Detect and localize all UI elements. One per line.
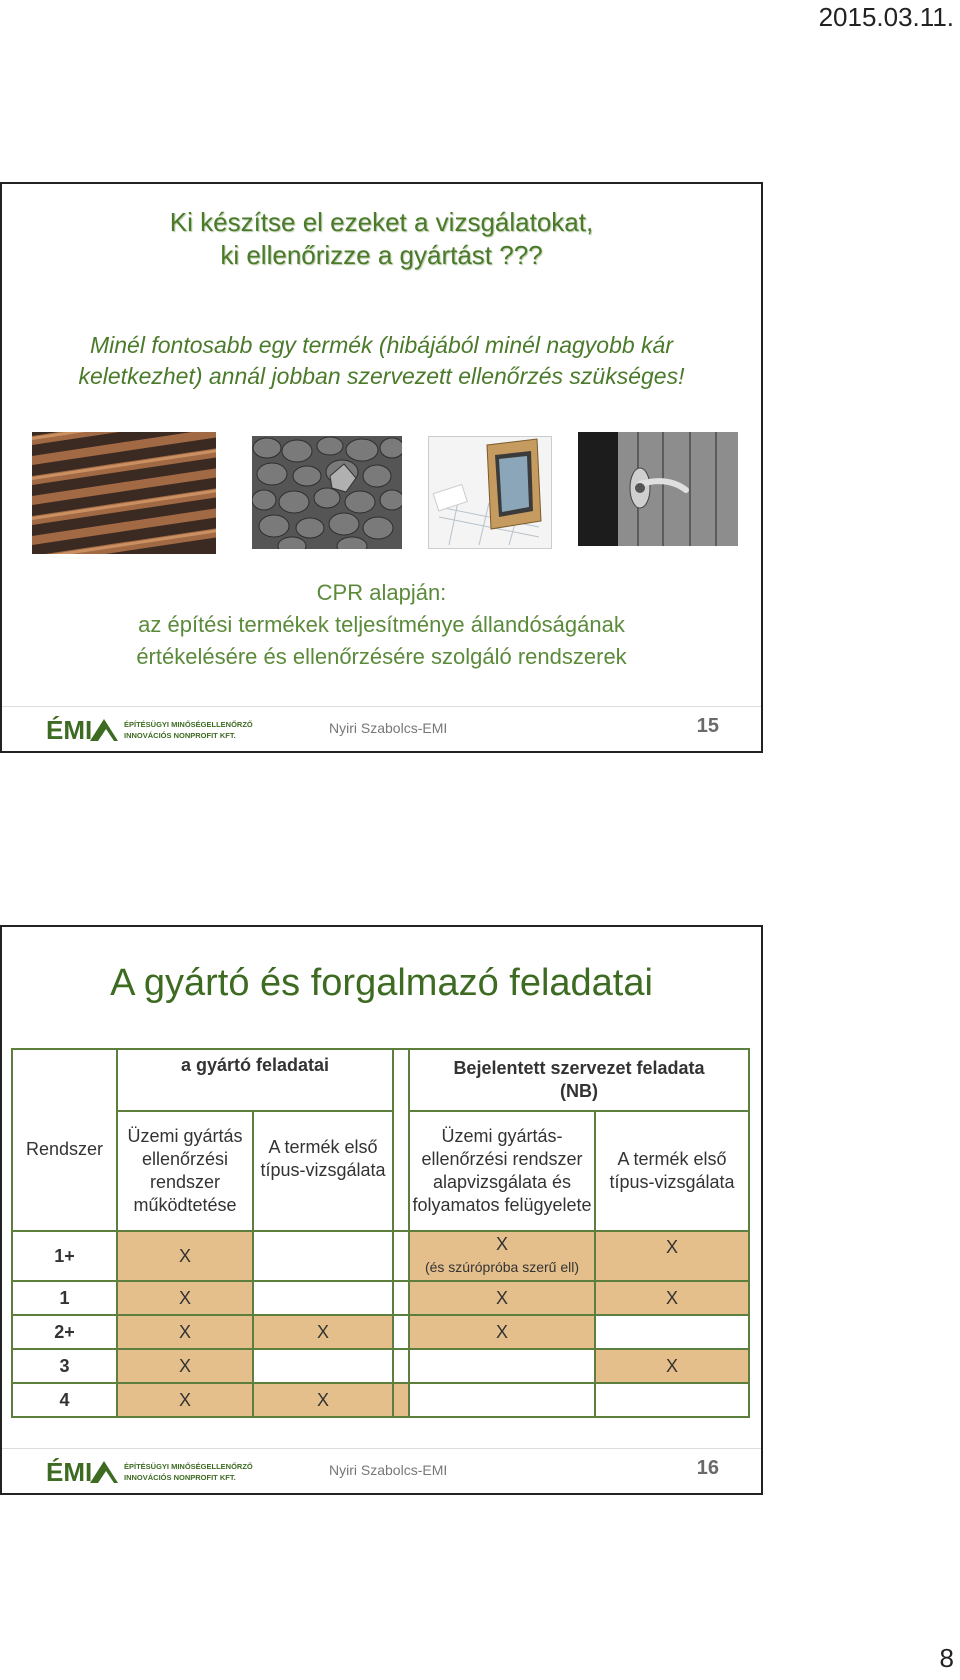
cell-c4: X [595,1231,749,1281]
cell-c3 [409,1383,595,1417]
cell-c1: X [117,1281,253,1315]
table-row [12,1231,749,1281]
title-line: Ki készítse el ezeket a vizsgálatokat, [169,207,594,237]
cell-c1: X [117,1231,253,1281]
rebar-photo [32,432,216,554]
system-level: 3 [12,1349,117,1383]
svg-text:ÉPÍTÉSÜGYI MINŐSÉGELLENŐRZŐ: ÉPÍTÉSÜGYI MINŐSÉGELLENŐRZŐ [124,720,253,729]
page-number: 8 [939,1643,954,1673]
col-type-test: A termék első típus-vizsgálata [253,1111,393,1231]
intro-text [2,330,761,392]
slide-number: 15 [696,715,719,737]
spacer-cell [393,1349,409,1383]
intro-line: Minél fontosabb egy termék (hibájából minél nagyobb kár [90,332,673,358]
cell-c4: X [595,1349,749,1383]
cell-c2 [253,1231,393,1281]
emi-logo [46,1453,256,1487]
product-photos [32,432,742,557]
cell-c2 [253,1281,393,1315]
system-level: 4 [12,1383,117,1417]
door-handle-photo [578,432,738,546]
table-row [12,1315,749,1349]
svg-text:INNOVÁCIÓS NONPROFIT KFT.: INNOVÁCIÓS NONPROFIT KFT. [124,731,236,740]
cell-c1: X [117,1383,253,1417]
slide-footer [2,1448,761,1493]
spacer-cell [393,1281,409,1315]
table-subheader-row [12,1111,749,1231]
emi-logo [46,711,256,745]
rendszer-header: Rendszer [12,1049,117,1231]
slide-16 [0,925,763,1495]
tasks-table [11,1048,750,1418]
spacer-cell [393,1383,409,1417]
cell-c4 [595,1383,749,1417]
slide-number: 16 [696,1457,719,1479]
svg-text:ÉMI: ÉMI [46,715,93,745]
cell-c3 [409,1349,595,1383]
col-factory-control: Üzemi gyártás ellenőrzési rendszer működtetése [117,1111,253,1231]
cpr-line: értékelésére és ellenőrzésére szolgáló rendszerek [136,644,627,669]
spacer-cell [393,1049,409,1231]
svg-text:INNOVÁCIÓS NONPROFIT KFT.: INNOVÁCIÓS NONPROFIT KFT. [124,1473,236,1482]
cell-c2 [253,1349,393,1383]
cell-c4: X [595,1281,749,1315]
print-date: 2015.03.11. [818,2,954,32]
nb-group-header: Bejelentett szervezet feladata (NB) [409,1049,749,1111]
slide-footer [2,706,761,751]
cell-c4 [595,1315,749,1349]
col-nb-inspection: Üzemi gyártás-ellenőrzési rendszer alapvizsgálata és folyamatos felügyelete [409,1111,595,1231]
col-nb-type-test: A termék első típus-vizsgálata [595,1111,749,1231]
gravel-photo [252,436,402,549]
cell-c1: X [117,1315,253,1349]
spacer-cell [393,1231,409,1281]
cell-c3 [409,1231,595,1281]
system-level: 1+ [12,1231,117,1281]
slide-title [2,206,761,272]
cell-c3: X [409,1315,595,1349]
cell-c3-mark: X [495,1234,508,1254]
table-header-row [12,1049,749,1111]
footer-author: Nyiri Szabolcs-EMI [329,1462,448,1478]
svg-text:ÉMI: ÉMI [46,1457,93,1487]
table-row [12,1281,749,1315]
slide-title: A gyártó és forgalmazó feladatai [110,962,653,1004]
table-row [12,1383,749,1417]
cell-c2: X [253,1383,393,1417]
svg-text:ÉPÍTÉSÜGYI MINŐSÉGELLENŐRZŐ: ÉPÍTÉSÜGYI MINŐSÉGELLENŐRZŐ [124,1462,253,1471]
cpr-line: az építési termékek teljesítménye állandóságának [138,612,625,637]
footer-author: Nyiri Szabolcs-EMI [329,720,448,736]
cell-c3: X [409,1281,595,1315]
intro-line: keletkezhet) annál jobban szervezett ellenőrzés szükséges! [78,363,685,389]
cell-c1: X [117,1349,253,1383]
cell-c3-note: (és szúrópróba szerű ell) [424,1259,580,1275]
table-row [12,1349,749,1383]
cpr-text [2,577,761,673]
manufacturer-group-header: a gyártó feladatai [117,1049,393,1111]
cell-c2: X [253,1315,393,1349]
cpr-line: CPR alapján: [316,580,447,605]
window-frame-photo [428,436,552,549]
spacer-cell [393,1315,409,1349]
system-level: 1 [12,1281,117,1315]
system-level: 2+ [12,1315,117,1349]
title-line: ki ellenőrizze a gyártást ??? [220,240,543,270]
slide-15 [0,182,763,753]
